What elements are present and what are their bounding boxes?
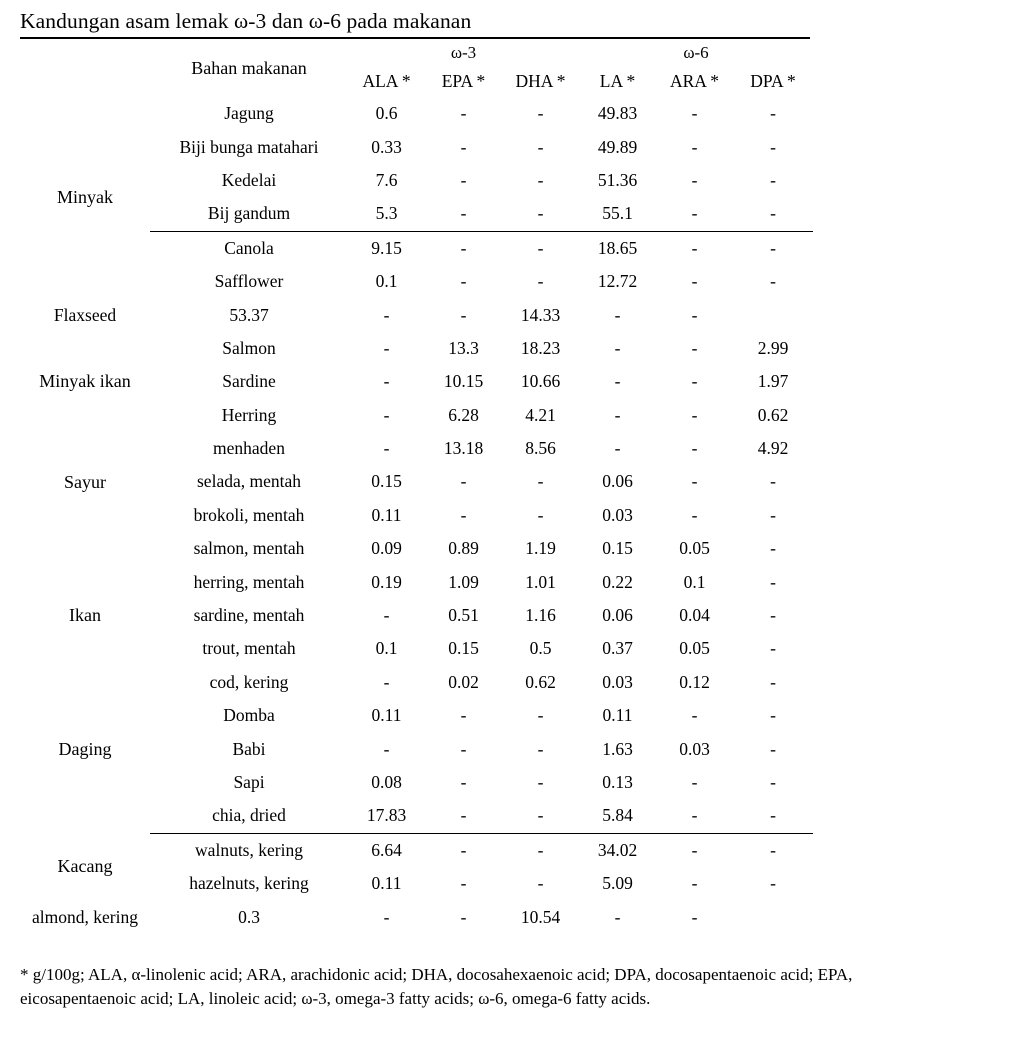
- value-cell: -: [383, 438, 390, 459]
- value-cell: -: [614, 304, 621, 325]
- value-cell: 0.62: [525, 671, 556, 692]
- category-label: Kacang: [57, 855, 113, 876]
- value-cell: -: [537, 772, 544, 792]
- food-name-cell: Flaxseed: [53, 304, 117, 325]
- food-name-cell: Sardine: [222, 371, 276, 392]
- value-cell: 0.1: [683, 571, 706, 592]
- value-cell: -: [770, 671, 776, 692]
- value-cell: -: [691, 237, 698, 258]
- value-cell: 0.1: [375, 271, 398, 292]
- value-cell: 7.6: [375, 169, 398, 190]
- table-row: [20, 532, 813, 565]
- value-cell: -: [691, 839, 698, 860]
- category-label: Minyak ikan: [39, 371, 131, 392]
- value-cell: 0.02: [448, 671, 479, 692]
- value-cell: 0.15: [448, 638, 479, 659]
- value-cell: 0.22: [602, 571, 633, 592]
- food-name-cell: Kedelai: [221, 169, 277, 190]
- value-cell: -: [770, 203, 776, 224]
- value-cell: 18.65: [597, 237, 638, 258]
- value-cell: -: [383, 371, 390, 392]
- value-cell: -: [537, 169, 544, 190]
- value-cell: 0.09: [371, 538, 402, 559]
- value-cell: 8.56: [525, 438, 556, 459]
- value-cell: -: [770, 169, 776, 190]
- value-cell: 4.92: [757, 438, 789, 459]
- value-cell: 5.09: [602, 873, 633, 894]
- value-cell: -: [691, 203, 698, 224]
- value-cell: 34.02: [597, 839, 638, 860]
- value-cell: -: [691, 169, 698, 190]
- value-cell: 0.03: [602, 504, 633, 525]
- value-cell: -: [460, 237, 467, 258]
- food-name-cell: Biji bunga matahari: [179, 136, 319, 157]
- value-cell: -: [537, 103, 544, 124]
- value-cell: 10.54: [520, 906, 561, 927]
- food-name-cell: brokoli, mentah: [193, 504, 305, 525]
- value-cell: -: [460, 271, 467, 292]
- food-name-cell: walnuts, kering: [195, 839, 303, 860]
- food-name-cell: selada, mentah: [197, 471, 301, 492]
- value-cell: 1.01: [525, 571, 556, 592]
- value-cell: -: [537, 738, 544, 759]
- food-name-cell: trout, mentah: [202, 638, 296, 659]
- value-cell: 1.97: [757, 371, 789, 392]
- header-spacer-cat: [20, 40, 150, 66]
- header-group-omega3: ω-3: [450, 43, 477, 62]
- food-name-cell: menhaden: [213, 438, 285, 459]
- value-cell: 0.15: [602, 538, 633, 559]
- value-cell: -: [537, 504, 544, 525]
- category-label: Ikan: [69, 605, 101, 626]
- value-cell: -: [614, 371, 621, 392]
- value-cell: -: [383, 605, 390, 626]
- value-cell: 12.72: [597, 271, 638, 292]
- value-cell: -: [770, 638, 776, 659]
- value-cell: -: [537, 203, 544, 224]
- header-group-omega6: ω-6: [683, 43, 709, 62]
- food-name-cell: almond, kering: [32, 906, 138, 927]
- value-cell: 6.64: [371, 839, 402, 860]
- value-cell: 0.11: [371, 873, 402, 894]
- header-col-ara: ARA *: [669, 71, 720, 91]
- value-cell: -: [691, 103, 698, 124]
- category-label: Minyak: [57, 187, 113, 208]
- value-cell: -: [460, 203, 467, 224]
- food-name-cell: Safflower: [214, 271, 284, 292]
- value-cell: -: [537, 237, 544, 258]
- value-cell: 0.13: [602, 772, 633, 792]
- value-cell: -: [537, 873, 544, 894]
- value-cell: -: [537, 471, 544, 492]
- value-cell: -: [537, 805, 544, 826]
- value-cell: 13.18: [443, 438, 484, 459]
- value-cell: -: [770, 538, 776, 559]
- food-name-cell: salmon, mentah: [193, 538, 305, 559]
- value-cell: -: [770, 136, 776, 157]
- value-cell: -: [770, 504, 776, 525]
- value-cell: -: [383, 337, 390, 358]
- value-cell: 9.15: [371, 237, 402, 258]
- value-cell: -: [770, 805, 776, 826]
- value-cell: -: [537, 136, 544, 157]
- table-row: [20, 332, 813, 365]
- value-cell: 2.99: [757, 337, 789, 358]
- value-cell: 10.66: [520, 371, 561, 392]
- value-cell: 0.11: [602, 705, 633, 726]
- food-name-cell: chia, dried: [212, 805, 286, 826]
- value-cell: 0.05: [679, 538, 710, 559]
- food-name-cell: Salmon: [222, 337, 276, 358]
- value-cell: -: [770, 471, 776, 492]
- value-cell: -: [460, 504, 467, 525]
- food-name-cell: Babi: [232, 738, 266, 759]
- value-cell: -: [383, 738, 390, 759]
- value-cell: -: [691, 471, 698, 492]
- value-cell: -: [770, 103, 776, 124]
- value-cell: -: [691, 906, 698, 927]
- value-cell: -: [614, 337, 621, 358]
- value-cell: -: [691, 371, 698, 392]
- value-cell: -: [770, 772, 776, 792]
- value-cell: -: [770, 271, 776, 292]
- value-cell: 5.84: [602, 805, 633, 826]
- value-cell: -: [460, 136, 467, 157]
- value-cell: -: [691, 504, 698, 525]
- value-cell: 1.09: [448, 571, 479, 592]
- value-cell: -: [460, 772, 467, 792]
- value-cell: -: [460, 738, 467, 759]
- value-cell: 0.3: [238, 906, 260, 927]
- value-cell: 0.05: [679, 638, 710, 659]
- value-cell: -: [460, 805, 467, 826]
- value-cell: -: [614, 404, 621, 425]
- value-cell: 0.03: [602, 671, 633, 692]
- value-cell: -: [537, 705, 544, 726]
- page-title: Kandungan asam lemak ω-3 dan ω-6 pada makanan: [20, 9, 472, 33]
- value-cell: -: [770, 839, 776, 860]
- value-cell: -: [691, 805, 698, 826]
- value-cell: 53.37: [229, 304, 269, 325]
- value-cell: 49.89: [597, 136, 638, 157]
- header-col-epa: EPA *: [441, 71, 486, 91]
- value-cell: 0.89: [448, 538, 479, 559]
- table-row: [20, 799, 813, 832]
- value-cell: -: [691, 873, 698, 894]
- value-cell: 0.19: [371, 571, 402, 592]
- value-cell: 0.06: [602, 605, 633, 626]
- value-cell: -: [691, 404, 698, 425]
- food-name-cell: cod, kering: [209, 671, 289, 692]
- value-cell: 0.5: [529, 638, 552, 659]
- value-cell: 14.33: [520, 304, 561, 325]
- value-cell: 13.3: [448, 337, 479, 358]
- value-cell: -: [770, 873, 776, 894]
- value-cell: 18.23: [520, 337, 561, 358]
- value-cell: -: [460, 304, 467, 325]
- value-cell: -: [460, 103, 467, 124]
- value-cell: -: [460, 873, 467, 894]
- food-name-cell: Jagung: [224, 103, 274, 124]
- table-title-block: [20, 8, 810, 39]
- value-cell: 1.16: [525, 605, 556, 626]
- value-cell: -: [383, 906, 390, 927]
- value-cell: -: [614, 906, 621, 927]
- value-cell: 0.33: [371, 136, 402, 157]
- value-cell: 17.83: [366, 805, 407, 826]
- table-row: [20, 699, 813, 732]
- value-cell: 0.03: [679, 738, 710, 759]
- value-cell: -: [691, 772, 698, 792]
- value-cell: -: [460, 906, 467, 927]
- fatty-acid-table: [20, 40, 813, 934]
- value-cell: 1.19: [525, 538, 556, 559]
- value-cell: -: [691, 337, 698, 358]
- table-row: [20, 97, 813, 130]
- value-cell: 0.06: [602, 471, 633, 492]
- value-cell: -: [383, 671, 390, 692]
- value-cell: -: [460, 169, 467, 190]
- table-footnote: * g/100g; ALA, α-linolenic acid; ARA, arachidonic acid; DHA, docosahexaenoic acid; DPA, docosapentaenoic acid; EPA, eicosapentaenoic acid; LA, linoleic acid; ω-3, omega-3 fatty acids; ω-6, omega-6 fatty acids.: [20, 965, 853, 1008]
- value-cell: -: [770, 738, 776, 759]
- table-head: [20, 40, 813, 97]
- value-cell: 0.51: [448, 605, 479, 626]
- table-row: [20, 465, 813, 498]
- food-name-cell: Sapi: [233, 772, 265, 792]
- value-cell: 0.11: [371, 705, 402, 726]
- value-cell: -: [770, 605, 776, 626]
- category-label: Daging: [58, 738, 112, 759]
- value-cell: -: [614, 438, 621, 459]
- value-cell: -: [537, 839, 544, 860]
- header-col-dpa: DPA *: [750, 71, 796, 91]
- value-cell: 51.36: [597, 169, 638, 190]
- header-food-label: Bahan makanan: [191, 58, 307, 78]
- value-cell: 0.11: [371, 504, 402, 525]
- value-cell: 0.12: [679, 671, 710, 692]
- header-spacer-cat-2: [20, 66, 150, 97]
- value-cell: -: [460, 705, 467, 726]
- food-name-cell: herring, mentah: [193, 571, 305, 592]
- food-name-cell: hazelnuts, kering: [189, 873, 309, 894]
- value-cell: 4.21: [525, 404, 556, 425]
- value-cell: -: [691, 304, 698, 325]
- value-cell: -: [691, 438, 698, 459]
- value-cell: 49.83: [597, 103, 638, 124]
- value-cell: -: [770, 571, 776, 592]
- header-subcolumn-row: [20, 66, 813, 97]
- value-cell: -: [460, 471, 467, 492]
- value-cell: -: [691, 705, 698, 726]
- food-name-cell: Canola: [224, 237, 274, 258]
- value-cell: 0.08: [371, 772, 402, 792]
- value-cell: -: [537, 271, 544, 292]
- value-cell: -: [383, 304, 390, 325]
- value-cell: -: [691, 136, 698, 157]
- header-group-row: [20, 40, 813, 66]
- value-cell: 0.1: [375, 638, 398, 659]
- value-cell: 0.04: [679, 605, 710, 626]
- food-name-cell: sardine, mentah: [193, 605, 305, 626]
- value-cell: 0.6: [375, 103, 398, 124]
- value-cell: -: [770, 237, 776, 258]
- value-cell: 1.63: [602, 738, 633, 759]
- value-cell: 55.1: [602, 203, 633, 224]
- table-row: [20, 900, 813, 933]
- food-name-cell: Bij gandum: [207, 203, 291, 224]
- header-col-dha: DHA *: [515, 71, 566, 91]
- value-cell: 6.28: [448, 404, 479, 425]
- value-cell: -: [691, 271, 698, 292]
- table-row: [20, 298, 813, 331]
- value-cell: 5.3: [375, 203, 398, 224]
- value-cell: 0.15: [371, 471, 402, 492]
- table-body: [20, 97, 813, 934]
- header-col-ala: ALA *: [362, 71, 411, 91]
- value-cell: 0.37: [602, 638, 633, 659]
- food-name-cell: Herring: [221, 404, 277, 425]
- value-cell: -: [770, 705, 776, 726]
- food-name-cell: Domba: [223, 705, 275, 726]
- category-label: Sayur: [64, 471, 106, 492]
- header-col-la: LA *: [599, 71, 636, 91]
- value-cell: -: [460, 839, 467, 860]
- value-cell: 0.62: [757, 404, 789, 425]
- value-cell: -: [383, 404, 390, 425]
- value-cell: 10.15: [443, 371, 484, 392]
